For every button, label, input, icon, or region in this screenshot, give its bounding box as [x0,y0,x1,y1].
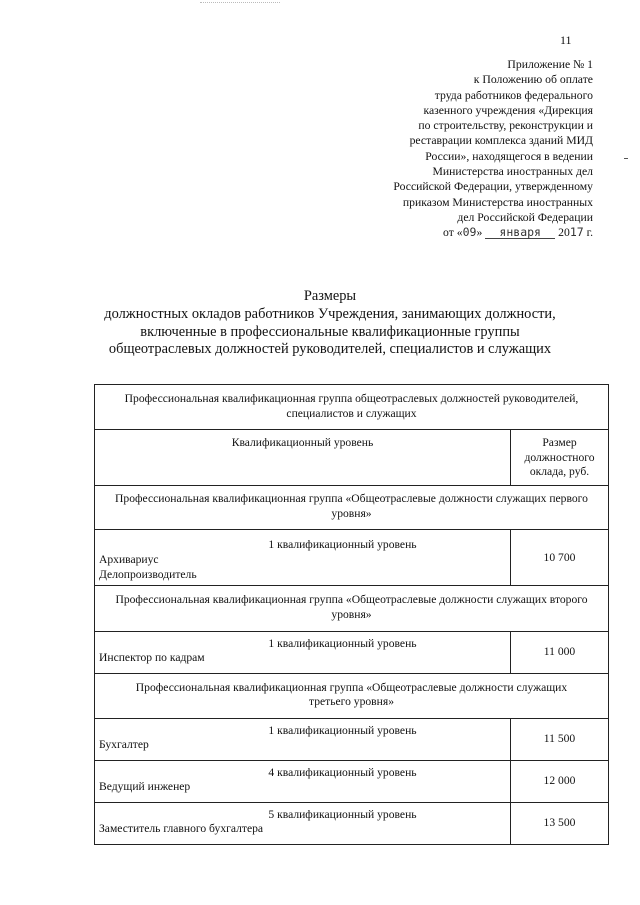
level-label: 1 квалификационный уровень [268,723,417,737]
table-row [95,631,609,673]
table-row [95,530,609,586]
date-suffix: г. [586,226,593,240]
position-name: Ведущий инженер [99,780,191,794]
date-month: января [485,226,555,239]
group-title: Профессиональная квалификационная группа «Общеотраслевые должности служащих третьего уровня» [95,673,609,718]
date-mid: » [476,226,483,240]
level-label: 1 квалификационный уровень [268,538,417,552]
group-title: Профессиональная квалификационная группа «Общеотраслевые должности служащих второго уровня» [95,586,609,631]
position-name: Инспектор по кадрам [99,651,205,665]
appendix-block [353,57,593,241]
heading-title: Размеры [303,288,357,304]
level-cell [95,760,511,802]
position-name: Делопроизводитель [99,567,197,581]
appendix-line: дел Российской Федерации [457,210,593,224]
group-title: Профессиональная квалификационная группа «Общеотраслевые должности служащих первого уровня» [95,486,609,530]
date-prefix: от « [443,226,463,240]
table-row [95,802,609,844]
position-name: Архивариус [99,552,159,566]
appendix-date [353,225,593,240]
salary-value: 10 700 [511,530,609,586]
date-year-hand: 17 [569,225,584,240]
appendix-line: к Положению об оплате [473,73,593,87]
date-year-prefix: 20 [558,226,570,240]
level-label: 4 квалификационный уровень [268,765,417,779]
margin-mark [624,158,628,159]
page-number: 11 [560,33,572,47]
level-label: 5 квалификационный уровень [268,807,417,821]
table-top-header-row [95,385,609,430]
column-header-level: Квалификационный уровень [95,430,511,486]
scan-artifact-line [200,2,280,4]
appendix-line: казенного учреждения «Дирекция [423,103,593,117]
table-row [95,718,609,760]
appendix-line: Российской Федерации, утвержденному [393,180,593,194]
level-label: 1 квалификационный уровень [268,636,417,650]
heading-line: включенные в профессиональные квалификационные группы [140,323,520,340]
level-cell [95,802,511,844]
appendix-line: России», находящегося в ведении [425,149,593,163]
appendix-line: реставрации комплекса зданий МИД [409,134,593,148]
appendix-line: Приложение № 1 [507,58,593,71]
appendix-line: по строительству, реконструкции и [418,119,593,133]
salary-value: 11 000 [511,631,609,673]
table-top-header: Профессиональная квалификационная группа общеотраслевых должностей руководителей, специалистов и служащих [95,385,609,430]
appendix-line: Министерства иностранных дел [432,165,593,179]
level-cell [95,631,511,673]
salary-table [94,384,609,845]
salary-value: 13 500 [511,802,609,844]
column-header-salary: Размер должностного оклада, руб. [511,430,609,486]
date-day: 09 [462,225,477,240]
table-column-header-row [95,430,609,486]
group-header-row [95,673,609,718]
appendix-line: приказом Министерства иностранных [402,195,593,209]
heading-line: общеотраслевых должностей руководителей, специалистов и служащих [108,341,552,358]
heading-line: должностных окладов работников Учреждения, занимающих должности, [104,305,556,322]
salary-value: 11 500 [511,718,609,760]
level-cell [95,530,511,586]
document-heading [70,288,590,359]
group-header-row [95,486,609,530]
level-cell [95,718,511,760]
table-row [95,760,609,802]
position-name: Бухгалтер [99,738,149,752]
appendix-line: труда работников федерального [434,88,593,102]
group-header-row [95,586,609,631]
position-name: Заместитель главного бухгалтера [99,822,264,836]
salary-value: 12 000 [511,760,609,802]
